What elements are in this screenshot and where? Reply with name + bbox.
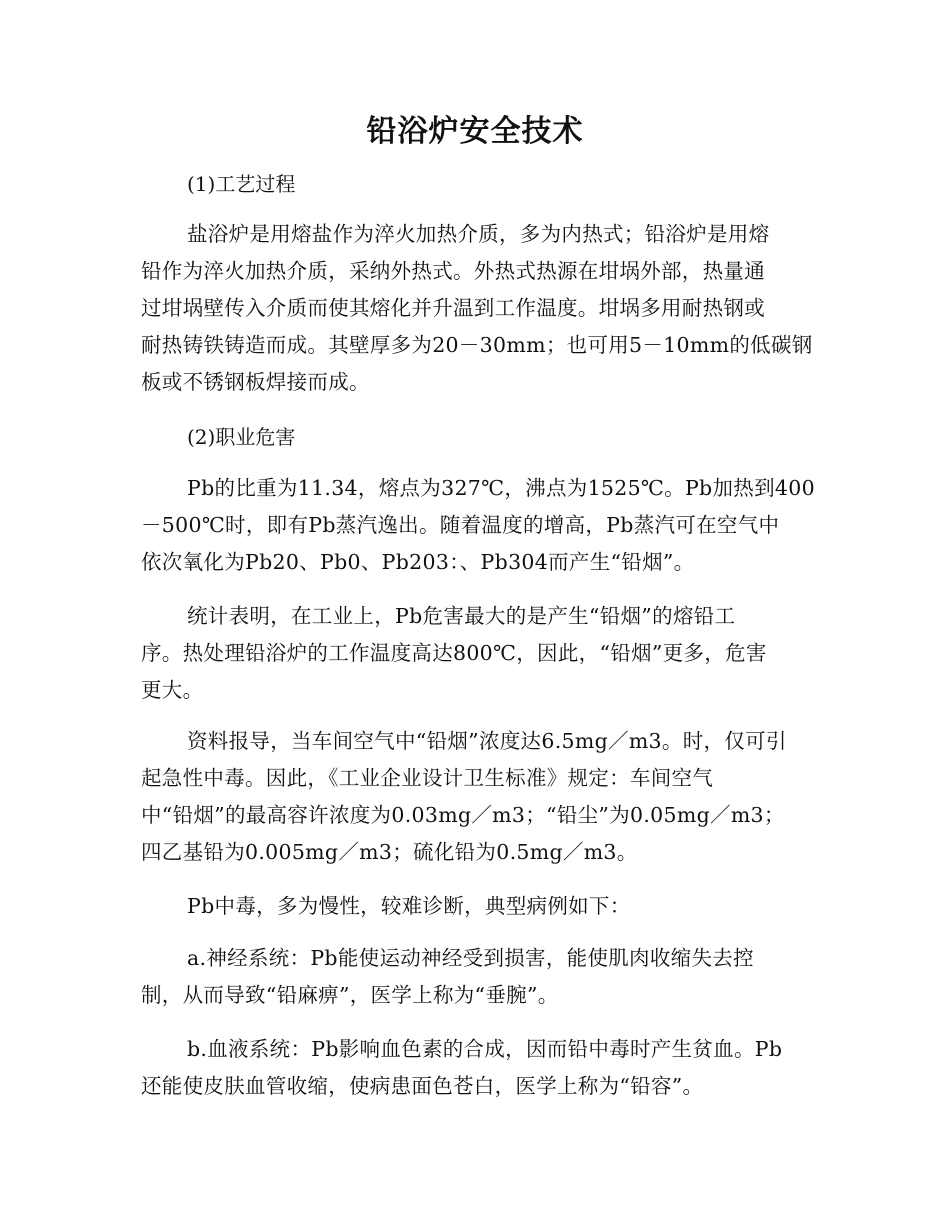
text-line: a.神经系统：Pb能使运动神经受到损害，能使肌肉收缩失去控 xyxy=(187,946,754,970)
text-line: 中“铅烟”的最高容许浓度为0.03mg／m3；“铅尘”为0.05mg／m3； xyxy=(141,803,785,827)
section-heading-process: (1)工艺过程 xyxy=(187,172,296,196)
text-line: 盐浴炉是用熔盐作为淬火加热介质，多为内热式；铅浴炉是用熔 xyxy=(187,222,770,246)
text-line: 过坩埚壁传入介质而使其熔化并升温到工作温度。坩埚多用耐热钢或 xyxy=(141,296,765,320)
text-line: 耐热铸铁铸造而成。其壁厚多为20－30mm；也可用5－10mm的低碳钢 xyxy=(141,333,813,357)
text-line: 制，从而导致“铅麻痹”，医学上称为“垂腕”。 xyxy=(141,983,559,1007)
text-line: 铅作为淬火加热介质，采纳外热式。外热式热源在坩埚外部，热量通 xyxy=(141,259,765,283)
text-line: Pb中毒，多为慢性，较难诊断，典型病例如下： xyxy=(187,894,631,918)
text-line: b.血液系统：Pb影响血色素的合成，因而铅中毒时产生贫血。Pb xyxy=(187,1037,783,1061)
text-line: 板或不锈钢板焊接而成。 xyxy=(141,370,370,394)
text-line: 依次氧化为Pb20、Pb0、Pb203：、Pb304而产生“铅烟”。 xyxy=(141,550,695,574)
text-line: －500℃时，即有Pb蒸汽逸出。随着温度的增高，Pb蒸汽可在空气中 xyxy=(141,513,780,537)
text-line: 更大。 xyxy=(141,678,204,702)
text-line: 四乙基铅为0.005mg／m3；硫化铅为0.5mg／m3。 xyxy=(141,840,638,864)
text-line: Pb的比重为11.34，熔点为327℃，沸点为1525℃。Pb加热到400 xyxy=(187,476,815,500)
text-line: 资料报导，当车间空气中“铅烟”浓度达6.5mg／m3。时，仅可引 xyxy=(187,729,787,753)
text-line: 起急性中毒。因此，《工业企业设计卫生标准》规定：车间空气 xyxy=(141,766,714,790)
text-line: 统计表明，在工业上，Pb危害最大的是产生“铅烟”的熔铅工 xyxy=(187,604,736,628)
section-heading-hazards: (2)职业危害 xyxy=(187,425,296,449)
document-title: 铅浴炉安全技术 xyxy=(366,114,584,149)
text-line: 还能使皮肤血管收缩，使病患面色苍白，医学上称为“铅容”。 xyxy=(141,1074,704,1098)
text-line: 序。热处理铅浴炉的工作温度高达800℃，因此，“铅烟”更多，危害 xyxy=(141,641,767,665)
